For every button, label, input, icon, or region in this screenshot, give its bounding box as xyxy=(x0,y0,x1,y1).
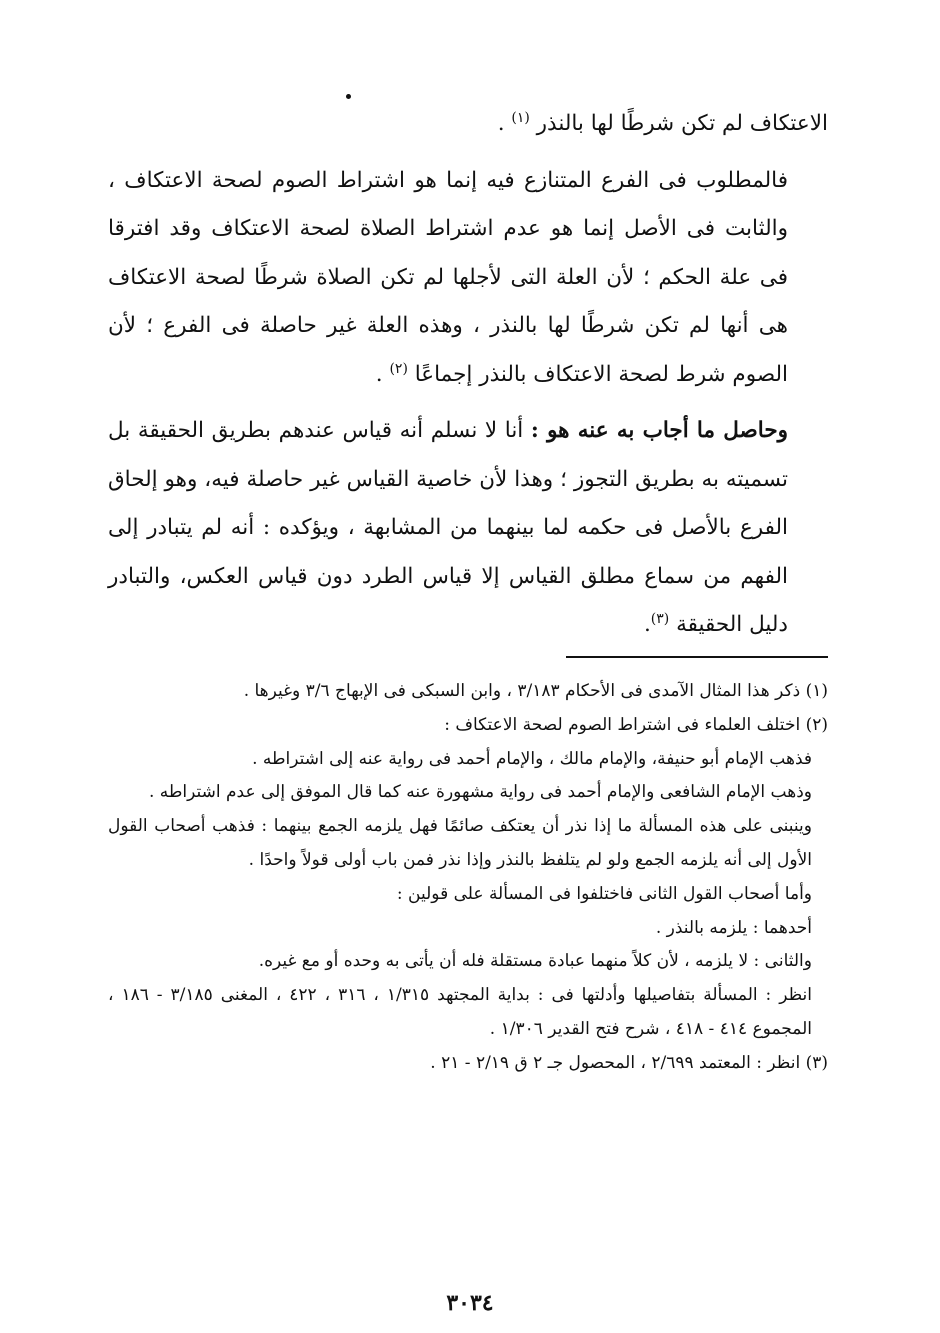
footnote-2-item-b: وذهب الإمام الشافعى والإمام أحمد فى رواية مشهورة عنه كما قال الموفق إلى عدم اشتراطه . xyxy=(148,782,812,803)
footnotes xyxy=(108,675,828,1081)
print-speck xyxy=(346,94,351,99)
paragraph-3-lead: وحاصل ما أجاب به عنه هو : xyxy=(530,418,789,443)
footnote-ref-3: (٣) xyxy=(650,610,670,627)
paragraph-2 xyxy=(108,157,828,400)
footnote-divider xyxy=(566,656,828,658)
page-number: ٣٠٣٤ xyxy=(446,1290,494,1316)
footnote-2-item-e: أحدهما : يلزمه بالنذر . xyxy=(655,917,812,938)
footnote-2-item-f: والثانى : لا يلزمه ، لأن كلاً منهما عبادة مستقلة فله أن يأتى به وحده أو مع غيره. xyxy=(258,951,812,972)
main-text xyxy=(108,100,828,650)
paragraph-2-text: فالمطلوب فى الفرع المتنازع فيه إنما هو اشتراط الصوم لصحة الاعتكاف ، والثابت فى الأصل إنما هو عدم اشتراط الصلاة لصحة الاعتكاف وقد افترقا فى علة الحكم ؛ لأن العلة التى لأجلها لم تكن الصلاة شرطًا لصحة الاعتكاف هى أنها لم تكن شرطًا لها بالنذر ، وهذه العلة غير حاصلة فى الفرع ؛ لأن الصوم شرط لصحة الاعتكاف بالنذر إجماعًا xyxy=(108,167,788,387)
footnote-ref-1: (١) xyxy=(511,109,530,126)
paragraph-1-text: الاعتكاف لم تكن شرطًا لها بالنذر xyxy=(529,111,828,136)
footnote-2-item-d: وأما أصحاب القول الثانى فاختلفوا فى المسألة على قولين : xyxy=(396,883,812,904)
paragraph-1-end: . xyxy=(497,111,512,136)
footnote-2-item-c: وينبنى على هذه المسألة ما إذا نذر أن يعتكف صائمًا فهل يلزمه الجمع بينهما : فذهب أصحاب القول الأول إلى أنه يلزمه الجمع ولو لم يتلفظ بالنذر وإذا نذر فمن باب أولى قولاً واحدًا . xyxy=(108,816,812,870)
paragraph-2-end: . xyxy=(375,361,390,387)
footnote-2-item-a: فذهب الإمام أبو حنيفة، والإمام مالك ، والإمام أحمد فى رواية عنه إلى اشتراطه . xyxy=(252,748,812,769)
footnote-3: (٣) انظر : المعتمد ٢/٦٩٩ ، المحصول جـ ٢ ق ٢/١٩ - ٢١ . xyxy=(430,1052,828,1073)
footnote-1: (١) ذكر هذا المثال الآمدى فى الأحكام ٣/١٨٣ ، وابن السبكى فى الإبهاج ٣/٦ وغيرها . xyxy=(243,681,828,701)
footnote-2-title: (٢) اختلف العلماء فى اشتراط الصوم لصحة الاعتكاف : xyxy=(444,714,828,735)
paragraph-1 xyxy=(108,100,828,149)
paragraph-3-text: أنا لا نسلم أنه قياس عندهم بطريق الحقيقة بل تسميته به بطريق التجوز ؛ وهذا لأن خاصية القياس غير حاصلة فيه، وهو إلحاق الفرع بالأصل فى حكمه لما بينهما من المشابهة ، ويؤكده : أنه لم يتبادر إلى الفهم من سماع مطلق القياس إلا قياس الطرد دون قياس العكس، والتبادر دليل الحقيقة xyxy=(108,418,788,637)
paragraph-3-end: . xyxy=(643,612,651,637)
footnote-2-item-g: انظر : المسألة بتفاصيلها وأدلتها فى : بداية المجتهد ١/٣١٥ ، ٣١٦ ، ٤٢٢ ، المغنى ٣/١٨٥ - ١٨٦ ، المجموع ٤١٤ - ٤١٨ ، شرح فتح القدير ١/٣٠٦ . xyxy=(108,985,813,1039)
footnote-ref-2: (٢) xyxy=(389,360,408,377)
paragraph-3 xyxy=(108,407,828,650)
